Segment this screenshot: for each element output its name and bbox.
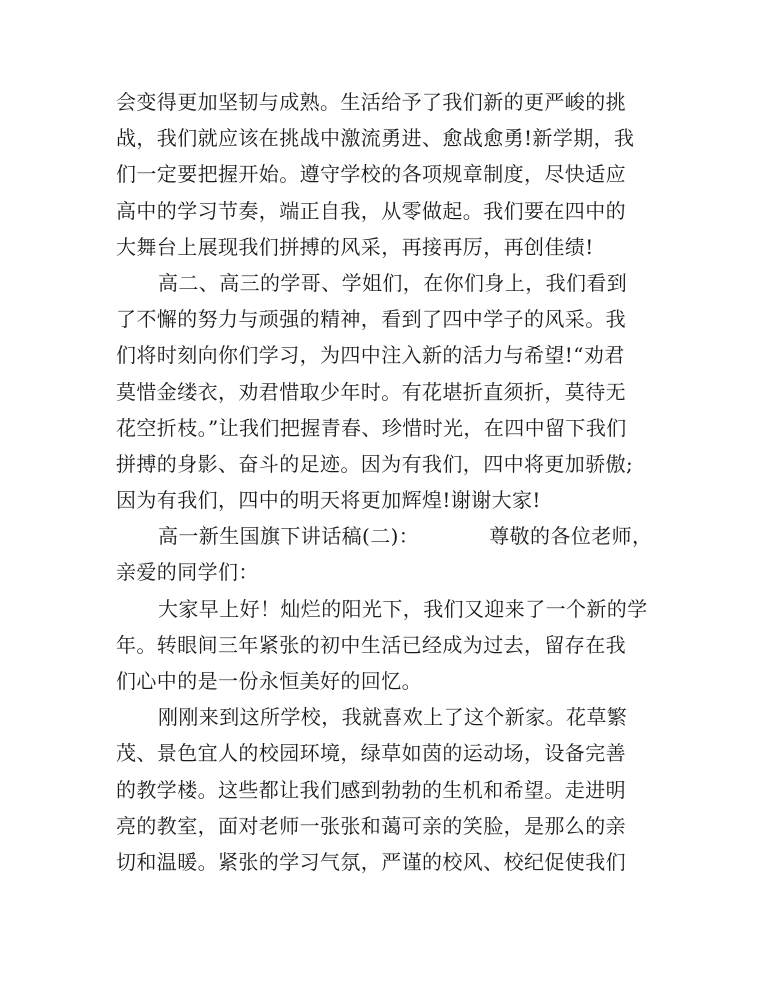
- paragraph-5-line-2: 茂、景色宜人的校园环境，绿草如茵的运动场，设备完善: [116, 741, 626, 766]
- salutation-teachers: 尊敬的各位老师，: [489, 524, 653, 549]
- paragraph-5-line-5: 切和温暖。紧张的学习气氛，严谨的校风、校纪促使我们: [116, 849, 626, 874]
- paragraph-1-line-2: 战，我们就应该在挑战中激流勇进、愈战愈勇!新学期，我: [116, 126, 635, 151]
- paragraph-5-line-3: 的教学楼。这些都让我们感到勃勃的生机和希望。走进明: [116, 777, 626, 802]
- paragraph-2-line-3: 们将时刻向你们学习，为四中注入新的活力与希望!“劝君: [116, 343, 625, 368]
- paragraph-5-line-1: 刚刚来到这所学校，我就喜欢上了这个新家。花草繁: [158, 705, 628, 730]
- paragraph-1-line-3: 们一定要把握开始。遵守学校的各项规章制度，尽快适应: [116, 162, 626, 187]
- paragraph-4-line-3: 们心中的是一份永恒美好的回忆。: [116, 669, 422, 693]
- paragraph-2-line-6: 拼搏的身影、奋斗的足迹。因为有我们，四中将更加骄傲;: [116, 451, 634, 476]
- section-heading-line: [116, 518, 662, 554]
- paragraph-4-line-1: 大家早上好！灿烂的阳光下，我们又迎来了一个新的学: [158, 596, 648, 621]
- paragraph-4-line-2: 年。转眼间三年紧张的初中生活已经成为过去，留存在我: [116, 632, 626, 657]
- paragraph-1-line-4: 高中的学习节奏，端正自我，从零做起。我们要在四中的: [116, 198, 626, 223]
- paragraph-5-line-4: 亮的教室，面对老师一张张和蔼可亲的笑脸，是那么的亲: [116, 813, 626, 838]
- paragraph-1-line-5: 大舞台上展现我们拼搏的风采，再接再厉，再创佳绩!: [116, 234, 594, 259]
- paragraph-1-line-1: 会变得更加坚韧与成熟。生活给予了我们新的更严峻的挑: [116, 90, 626, 114]
- section-heading: 高一新生国旗下讲话稿(二)：: [158, 524, 420, 549]
- paragraph-2-line-7: 因为有我们，四中的明天将更加辉煌!谢谢大家!: [116, 488, 541, 513]
- paragraph-2-line-1: 高二、高三的学哥、学姐们，在你们身上，我们看到: [158, 270, 628, 295]
- paragraph-2-line-4: 莫惜金缕衣，劝君惜取少年时。有花堪折直须折，莫待无: [116, 379, 626, 404]
- paragraph-2-line-5: 花空折枝。”让我们把握青春、珍惜时光，在四中留下我们: [116, 415, 627, 440]
- salutation-students: 亲爱的同学们：: [116, 560, 259, 585]
- paragraph-2-line-2: 了不懈的努力与顽强的精神，看到了四中学子的风采。我: [116, 307, 626, 332]
- body-text: [116, 84, 662, 880]
